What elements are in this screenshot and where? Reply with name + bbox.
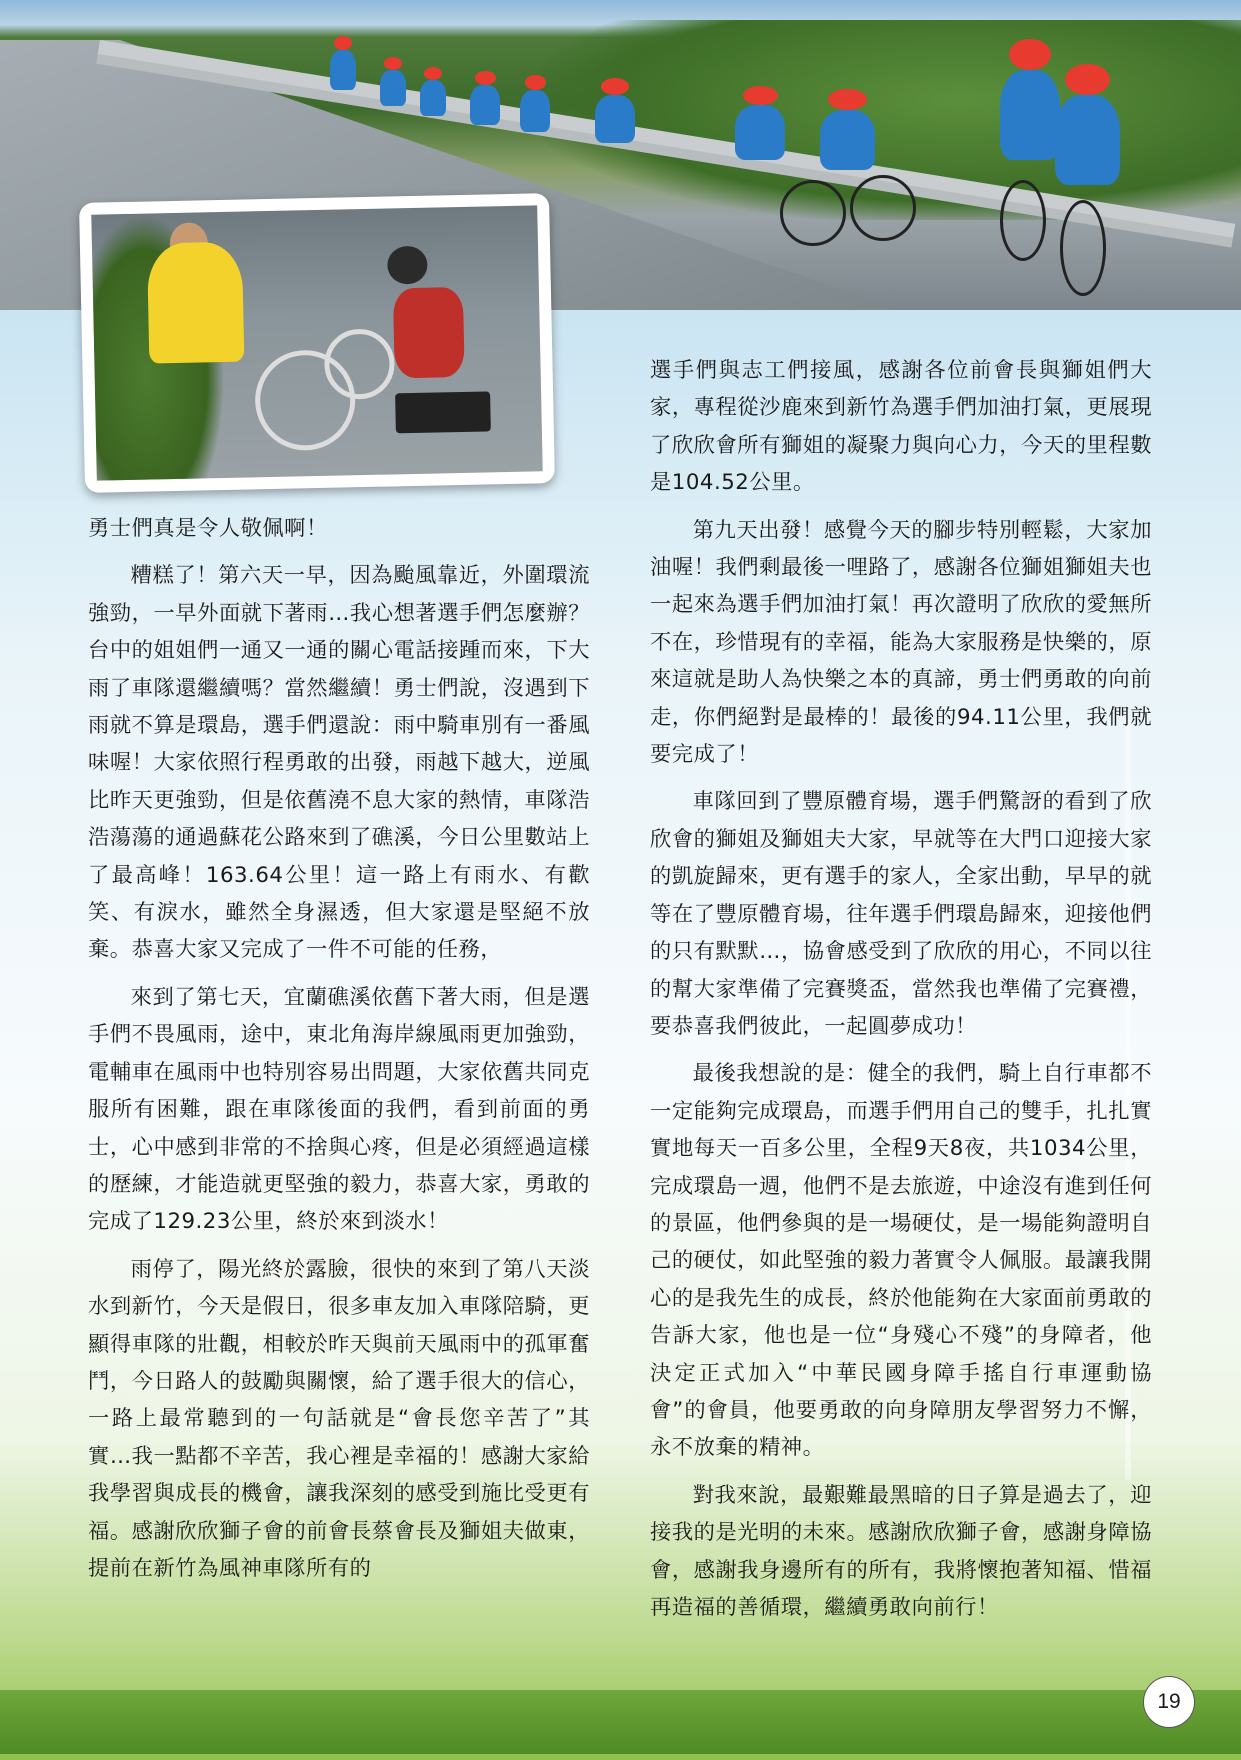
- wheel: [324, 328, 395, 399]
- mechanic-helmet: [387, 246, 428, 285]
- rider: [470, 85, 500, 125]
- wheel: [1060, 200, 1106, 296]
- paragraph: 勇士們真是令人敬佩啊！: [88, 516, 328, 541]
- man-in-yellow: [147, 242, 244, 364]
- paragraph: 車隊回到了豐原體育場，選手們驚訝的看到了欣欣會的獅姐及獅姐夫大家，早就等在大門口迎接大家的凱旋歸來，更有選手的家人，全家出動，早早的就等在了豐原體育場，往年選手們環島歸來，迎接他們的只有默默…，協會感受到了欣欣的用心，不同以往的幫大家準備了完賽獎盃，當然我也準備了完賽禮，要恭喜我們彼此，一起圓夢成功！: [650, 789, 1152, 1039]
- rider: [1055, 95, 1120, 185]
- rider: [420, 80, 446, 116]
- paragraph: 糟糕了！第六天一早，因為颱風靠近，外圍環流強勁，一早外面就下著雨…我心想著選手們怎麼辦？台中的姐姐們一通又一通的關心電話接踵而來，下大雨了車隊還繼續嗎？當然繼續！勇士們說，沒遇到下雨就不算是環島，選手們還說：雨中騎車別有一番風味喔！大家依照行程勇敢的出發，雨越下越大，逆風比昨天更強勁，但是依舊澆不息大家的熱情，車隊浩浩蕩蕩的通過蘇花公路來到了礁溪，今日公里數站上了最高峰！163.64公里！這一路上有雨水、有歡笑、有淚水，雖然全身濕透，但大家還是堅絕不放棄。恭喜大家又完成了一件不可能的任務，: [88, 563, 590, 963]
- mechanic: [393, 287, 465, 378]
- page-number: 19: [1143, 1676, 1195, 1728]
- right-column: [650, 352, 1152, 1626]
- paragraph: 雨停了，陽光終於露臉，很快的來到了第八天淡水到新竹，今天是假日，很多車友加入車隊陪騎，更顯得車隊的壯觀，相較於昨天與前天風雨中的孤軍奮鬥，今日路人的鼓勵與關懷，給了選手很大的信心，一路上最常聽到的一句話就是“會長您辛苦了”其實…我一點都不辛苦，我心裡是幸福的！感謝大家給我學習與成長的機會，讓我深刻的感受到施比受更有福。感謝欣欣獅子會的前會長蔡會長及獅姐夫做東，提前在新竹為風神車隊所有的: [88, 1256, 590, 1581]
- paragraph: 來到了第七天，宜蘭礁溪依舊下著大雨，但是選手們不畏風雨，途中，東北角海岸線風雨更加強勁，電輔車在風雨中也特別容易出問題，大家依舊共同克服所有困難，跟在車隊後面的我們，看到前面的勇士，心中感到非常的不捨與心疼，但是必須經過這樣的歷練，才能造就更堅強的毅力，恭喜大家，勇敢的完成了129.23公里，終於來到淡水！: [88, 984, 590, 1235]
- paragraph: 對我來說，最艱難最黑暗的日子算是過去了，迎接我的是光明的未來。感謝欣欣獅子會，感謝身障協會，感謝我身邊所有的所有，我將懷抱著知福、惜福再造福的善循環，繼續勇敢向前行！: [650, 1482, 1152, 1620]
- rider: [1000, 70, 1060, 160]
- inset-photo-frame: [79, 193, 555, 493]
- paragraph: 第九天出發！感覺今天的腳步特別輕鬆，大家加油喔！我們剩最後一哩路了，感謝各位獅姐獅姐夫也一起來為選手們加油打氣！再次證明了欣欣的愛無所不在，珍惜現有的幸福，能為大家服務是快樂的，原來這就是助人為快樂之本的真諦，勇士們勇敢的向前走，你們絕對是最棒的！最後的94.11公里，我們就要完成了！: [650, 517, 1152, 768]
- rider: [820, 110, 875, 170]
- repair-photo: [91, 205, 542, 480]
- wheel: [780, 180, 846, 246]
- paragraph: 選手們與志工們接風，感謝各位前會長與獅姐們大家，專程從沙鹿來到新竹為選手們加油打氣，更展現了欣欣會所有獅姐的凝聚力與向心力，今天的里程數是104.52公里。: [650, 358, 1152, 496]
- wheel: [1000, 180, 1046, 261]
- rider: [380, 70, 406, 106]
- grass-footer: [0, 1690, 1241, 1754]
- wheel: [850, 175, 916, 241]
- paragraph: 最後我想說的是：健全的我們，騎上自行車都不一定能夠完成環島，而選手們用自己的雙手，扎扎實實地每天一百多公里，全程9天8夜，共1034公里，完成環島一週，他們不是去旅遊，中途沒有進到任何的景區，他們參與的是一場硬仗，是一場能夠證明自己的硬仗，如此堅強的毅力著實令人佩服。最讓我開心的是我先生的成長，終於他能夠在大家面前勇敢的告訴大家，他也是一位“身殘心不殘”的身障者，他決定正式加入“中華民國身障手搖自行車運動協會”的會員，他要勇敢的向身障朋友學習努力不懈，永不放棄的精神。: [650, 1061, 1152, 1461]
- left-column: [88, 510, 590, 1587]
- rider: [520, 90, 550, 132]
- toolbox: [395, 391, 491, 433]
- rider: [330, 50, 356, 90]
- rider: [595, 95, 635, 143]
- rider: [735, 105, 785, 160]
